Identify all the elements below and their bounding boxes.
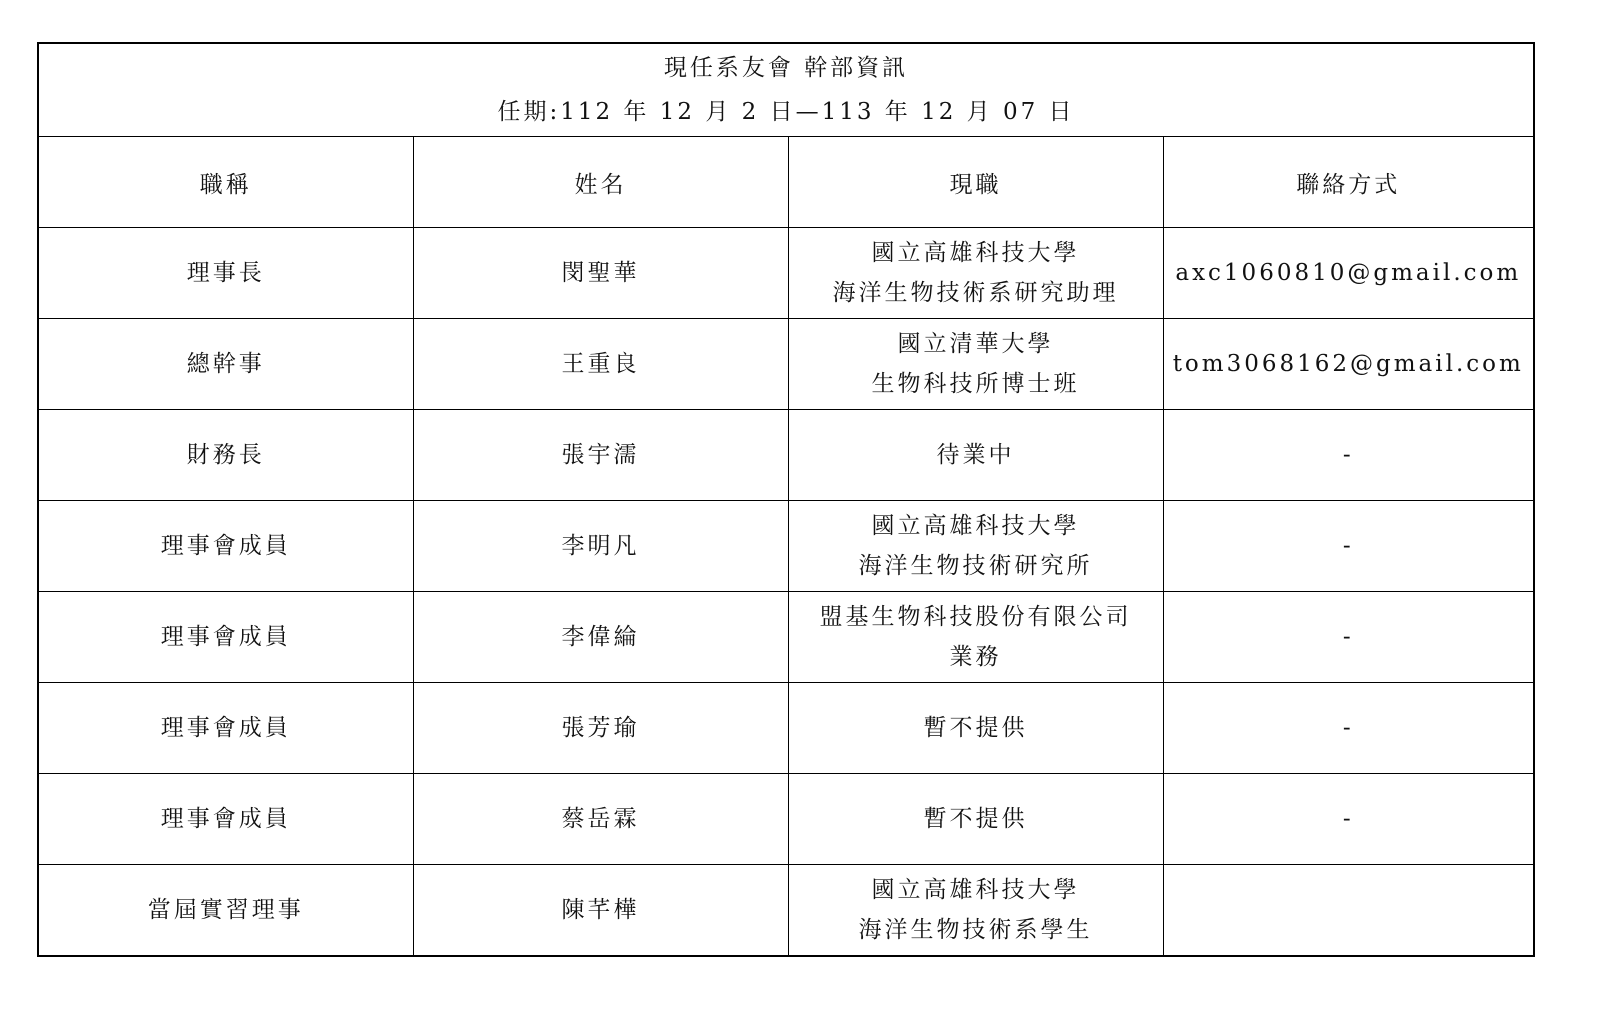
cell-contact: axc1060810@gmail.com <box>1163 228 1534 319</box>
job-line: 國立高雄科技大學 <box>871 240 1080 266</box>
job-line: 生物科技所博士班 <box>871 371 1080 397</box>
cell-title: 總幹事 <box>38 319 413 410</box>
job-line: 海洋生物技術系研究助理 <box>832 280 1119 306</box>
table-row <box>38 410 1534 501</box>
cell-title: 當屆實習理事 <box>38 865 413 957</box>
table-row <box>38 774 1534 865</box>
job-line: 盟基生物科技股份有限公司 <box>819 604 1132 630</box>
cell-contact: - <box>1163 683 1534 774</box>
table-row <box>38 319 1534 410</box>
header-name: 姓名 <box>413 137 788 228</box>
job-line: 國立清華大學 <box>897 331 1054 357</box>
cell-contact: - <box>1163 501 1534 592</box>
job-line: 業務 <box>949 644 1002 670</box>
cell-name: 張宇濡 <box>413 410 788 501</box>
job-line: 暫不提供 <box>923 806 1028 832</box>
title-row <box>38 43 1534 137</box>
cell-contact: - <box>1163 592 1534 683</box>
header-title: 職稱 <box>38 137 413 228</box>
header-contact: 聯絡方式 <box>1163 137 1534 228</box>
header-job: 現職 <box>788 137 1163 228</box>
cell-job <box>788 865 1163 957</box>
cell-contact: tom3068162@gmail.com <box>1163 319 1534 410</box>
cell-job <box>788 501 1163 592</box>
table-row <box>38 592 1534 683</box>
cell-title: 理事會成員 <box>38 683 413 774</box>
job-line: 海洋生物技術研究所 <box>858 553 1093 579</box>
cell-job <box>788 592 1163 683</box>
cell-job <box>788 319 1163 410</box>
cell-contact <box>1163 865 1534 957</box>
cell-name: 閔聖華 <box>413 228 788 319</box>
cell-job <box>788 410 1163 501</box>
job-line: 國立高雄科技大學 <box>871 513 1080 539</box>
document-title: 現任系友會 幹部資訊 <box>663 55 909 81</box>
cell-job <box>788 774 1163 865</box>
cell-name: 李明凡 <box>413 501 788 592</box>
table-row <box>38 683 1534 774</box>
cell-title: 理事會成員 <box>38 501 413 592</box>
cell-name: 陳芊樺 <box>413 865 788 957</box>
cell-name: 蔡岳霖 <box>413 774 788 865</box>
job-line: 待業中 <box>936 442 1015 468</box>
job-line: 國立高雄科技大學 <box>871 877 1080 903</box>
cell-contact: - <box>1163 410 1534 501</box>
cell-name: 王重良 <box>413 319 788 410</box>
title-cell <box>38 43 1534 137</box>
cell-title: 財務長 <box>38 410 413 501</box>
table-row <box>38 501 1534 592</box>
job-line: 暫不提供 <box>923 715 1028 741</box>
job-line: 海洋生物技術系學生 <box>858 917 1093 943</box>
cell-title: 理事會成員 <box>38 774 413 865</box>
cell-name: 李偉綸 <box>413 592 788 683</box>
header-row <box>38 137 1534 228</box>
cell-job <box>788 228 1163 319</box>
officers-table <box>37 42 1535 957</box>
cell-contact: - <box>1163 774 1534 865</box>
table-row <box>38 228 1534 319</box>
cell-name: 張芳瑜 <box>413 683 788 774</box>
cell-title: 理事長 <box>38 228 413 319</box>
table-row <box>38 865 1534 957</box>
cell-title: 理事會成員 <box>38 592 413 683</box>
cell-job <box>788 683 1163 774</box>
term-period: 任期:112 年 12 月 2 日—113 年 12 月 07 日 <box>497 99 1075 125</box>
